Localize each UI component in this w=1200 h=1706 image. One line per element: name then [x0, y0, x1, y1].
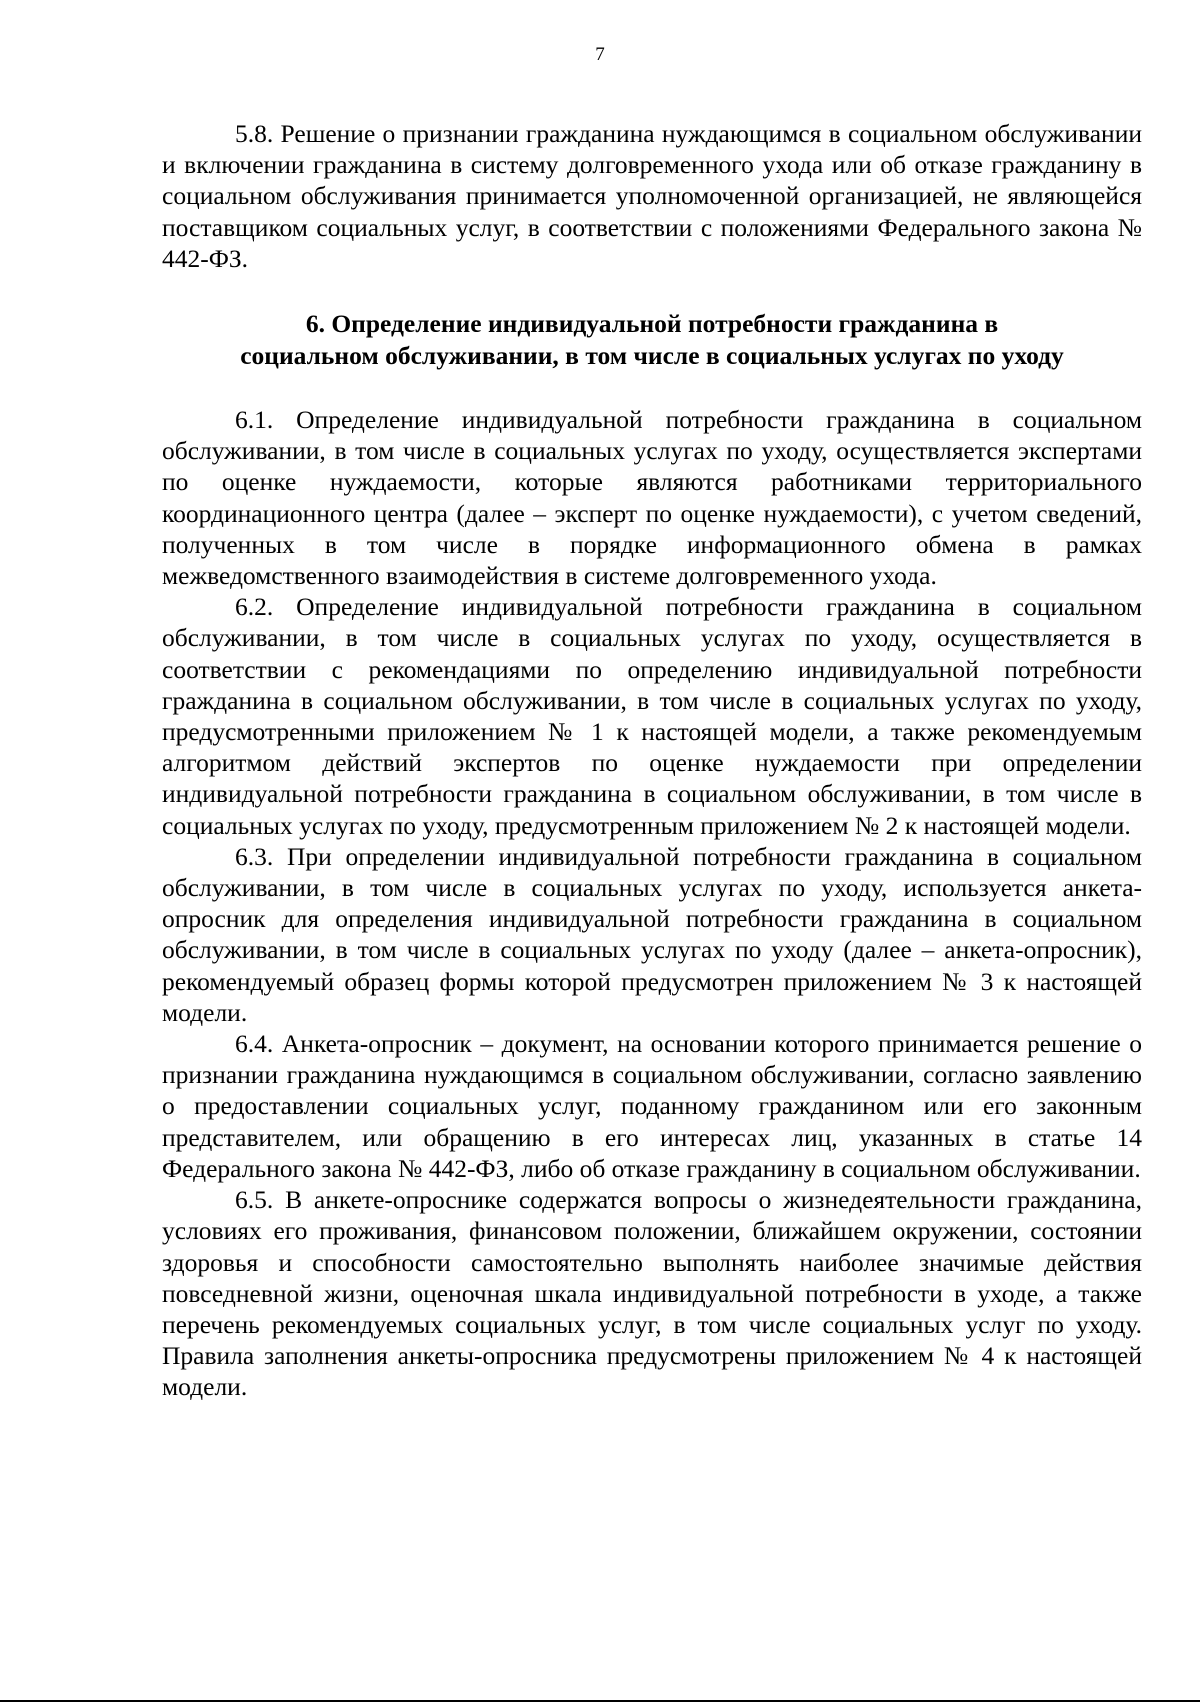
section-6-heading-line-1: 6. Определение индивидуальной потребности гражданина в [305, 309, 999, 339]
section-6-heading [162, 308, 1142, 372]
section-6-heading-line-2: социальном обслуживании, в том числе в социальных услугах по уходу [240, 341, 1064, 371]
paragraph-6-4: 6.4. Анкета-опросник – документ, на основании которого принимается решение о признании гражданина нуждающимся в социальном обслуживании, согласно заявлению о предоставлении социальных услуг, поданному гражданином или его законным представителем, или обращению в его интересах лиц, указанных в статье 14 Федерального закона № 442-ФЗ, либо об отказе гражданину в социальном обслуживании. [162, 1029, 1142, 1183]
paragraph-6-1: 6.1. Определение индивидуальной потребности гражданина в социальном обслуживании, в том числе в социальных услугах по уходу, осуществляется экспертами по оценке нуждаемости, которые являются работниками территориального координационного центра (далее – эксперт по оценке нуждаемости), с учетом сведений, полученных в том числе в порядке информационного обмена в рамках межведомственного взаимодействия в системе долговременного ухода. [162, 405, 1142, 591]
document-body [162, 118, 1142, 1403]
paragraph-5-8: 5.8. Решение о признании гражданина нуждающимся в социальном обслуживании и включении гражданина в систему долговременного ухода или об отказе гражданину в социальном обслуживания принимается уполномоченной организацией, не являющейся поставщиком социальных услуг, в соответствии с положениями Федерального закона № 442-ФЗ. [162, 119, 1142, 273]
paragraph-6-5: 6.5. В анкете-опроснике содержатся вопросы о жизнедеятельности гражданина, условиях его проживания, финансовом положении, ближайшем окружении, состоянии здоровья и способности самостоятельно выполнять наиболее значимые действия повседневной жизни, оценочная шкала индивидуальной потребности в уходе, а также перечень рекомендуемых социальных услуг, в том числе социальных услуг по уходу. Правила заполнения анкеты-опросника предусмотрены приложением № 4 к настоящей модели. [162, 1185, 1142, 1402]
paragraph-6-3: 6.3. При определении индивидуальной потребности гражданина в социальном обслуживании, в том числе в социальных услугах по уходу, используется анкета-опросник для определения индивидуальной потребности гражданина в социальном обслуживании, в том числе в социальных услугах по уходу (далее – анкета-опросник), рекомендуемый образец формы которой предусмотрен приложением № 3 к настоящей модели. [162, 841, 1142, 1027]
paragraph-6-2: 6.2. Определение индивидуальной потребности гражданина в социальном обслуживании, в том числе в социальных услугах по уходу, осуществляется в соответствии с рекомендациями по определению индивидуальной потребности гражданина в социальном обслуживании, в том числе в социальных услугах по уходу, предусмотренными приложением № 1 к настоящей модели, а также рекомендуемым алгоритмом действий экспертов по оценке нуждаемости при определении индивидуальной потребности гражданина в социальном обслуживании, в том числе в социальных услугах по уходу, предусмотренным приложением № 2 к настоящей модели. [162, 592, 1142, 840]
page-number: 7 [595, 44, 605, 65]
scan-bottom-edge-line [0, 1700, 1200, 1702]
